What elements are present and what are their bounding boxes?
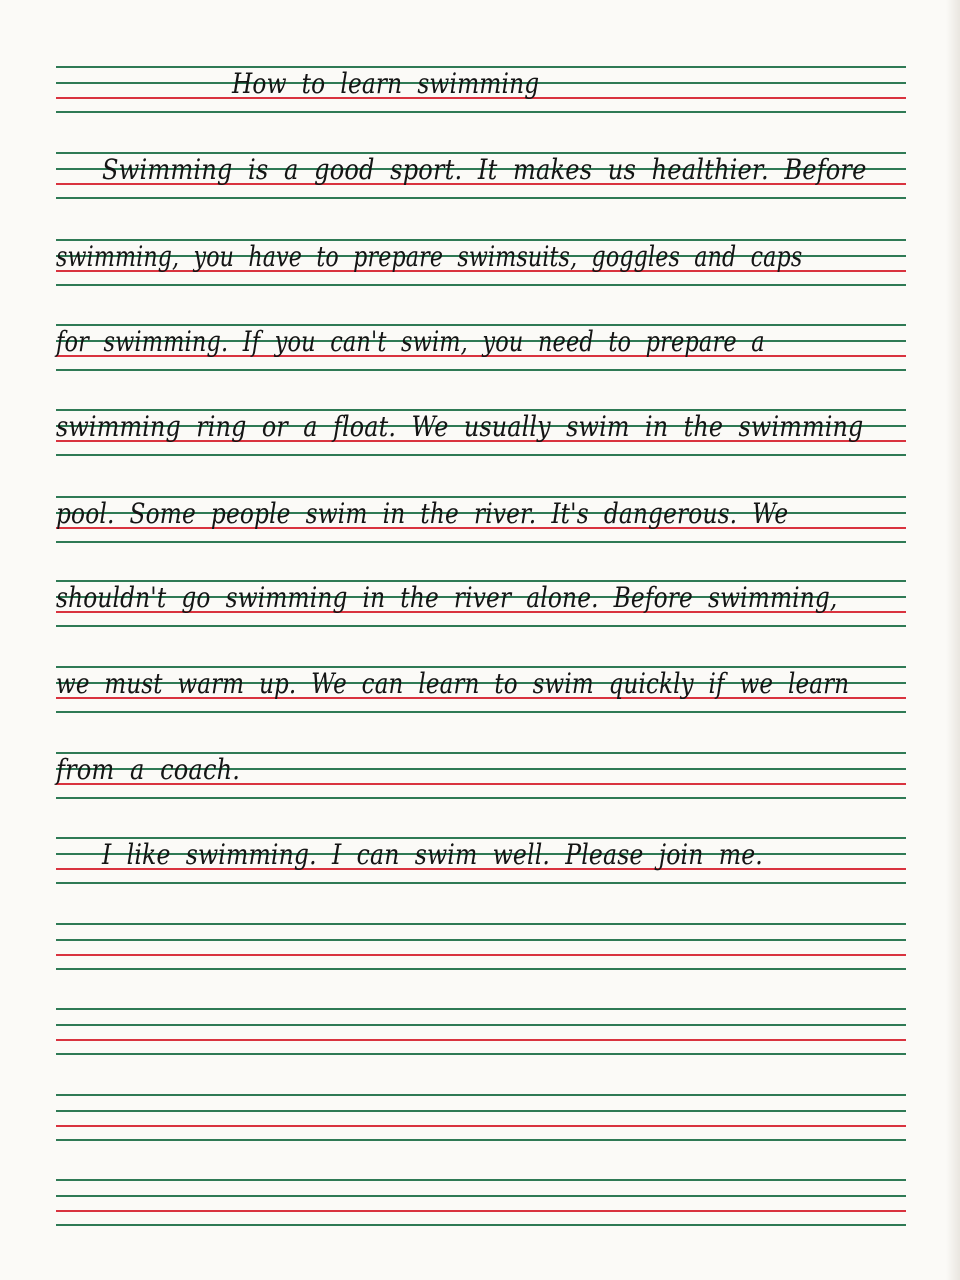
writing-row-1 [56, 152, 906, 197]
writing-row-4 [56, 409, 906, 454]
essay-line-5: pool. Some people swim in the river. It's dangerous. We [56, 497, 789, 530]
base-guide-line [56, 1125, 906, 1127]
base-guide-line [56, 954, 906, 956]
writing-row-6 [56, 580, 906, 625]
middle-guide-line [56, 1024, 906, 1026]
middle-guide-line [56, 1195, 906, 1197]
blank-writing-row-4 [56, 1179, 906, 1224]
writing-row-9 [56, 837, 906, 882]
bottom-guide-line [56, 369, 906, 371]
blank-writing-row-2 [56, 1008, 906, 1053]
essay-title: How to learn swimming [232, 67, 540, 100]
writing-row-7 [56, 666, 906, 711]
writing-row-8 [56, 752, 906, 797]
essay-line-7: we must warm up. We can learn to swim quickly if we learn [56, 667, 850, 700]
writing-row-title [56, 66, 906, 111]
bottom-guide-line [56, 968, 906, 970]
essay-line-9: I like swimming. I can swim well. Please join me. [102, 838, 763, 871]
bottom-guide-line [56, 1224, 906, 1226]
writing-row-3 [56, 324, 906, 369]
writing-row-2 [56, 239, 906, 284]
middle-guide-line [56, 939, 906, 941]
top-guide-line [56, 1094, 906, 1096]
bottom-guide-line [56, 797, 906, 799]
essay-line-4: swimming ring or a float. We usually swim in the swimming [56, 410, 864, 443]
essay-line-8: from a coach. [56, 753, 241, 786]
essay-line-3: for swimming. If you can't swim, you need to prepare a [56, 325, 765, 358]
essay-line-6: shouldn't go swimming in the river alone. Before swimming, [56, 581, 838, 614]
bottom-guide-line [56, 711, 906, 713]
essay-line-2: swimming, you have to prepare swimsuits, goggles and caps [56, 240, 803, 273]
bottom-guide-line [56, 1139, 906, 1141]
blank-writing-row-1 [56, 923, 906, 968]
essay-line-1: Swimming is a good sport. It makes us healthier. Before [102, 153, 867, 186]
bottom-guide-line [56, 284, 906, 286]
bottom-guide-line [56, 625, 906, 627]
bottom-guide-line [56, 111, 906, 113]
base-guide-line [56, 1039, 906, 1041]
bottom-guide-line [56, 454, 906, 456]
top-guide-line [56, 1008, 906, 1010]
writing-row-5 [56, 496, 906, 541]
bottom-guide-line [56, 882, 906, 884]
paper-edge-shadow [946, 0, 960, 1280]
bottom-guide-line [56, 1053, 906, 1055]
bottom-guide-line [56, 197, 906, 199]
top-guide-line [56, 923, 906, 925]
middle-guide-line [56, 1110, 906, 1112]
bottom-guide-line [56, 541, 906, 543]
top-guide-line [56, 1179, 906, 1181]
blank-writing-row-3 [56, 1094, 906, 1139]
base-guide-line [56, 1210, 906, 1212]
